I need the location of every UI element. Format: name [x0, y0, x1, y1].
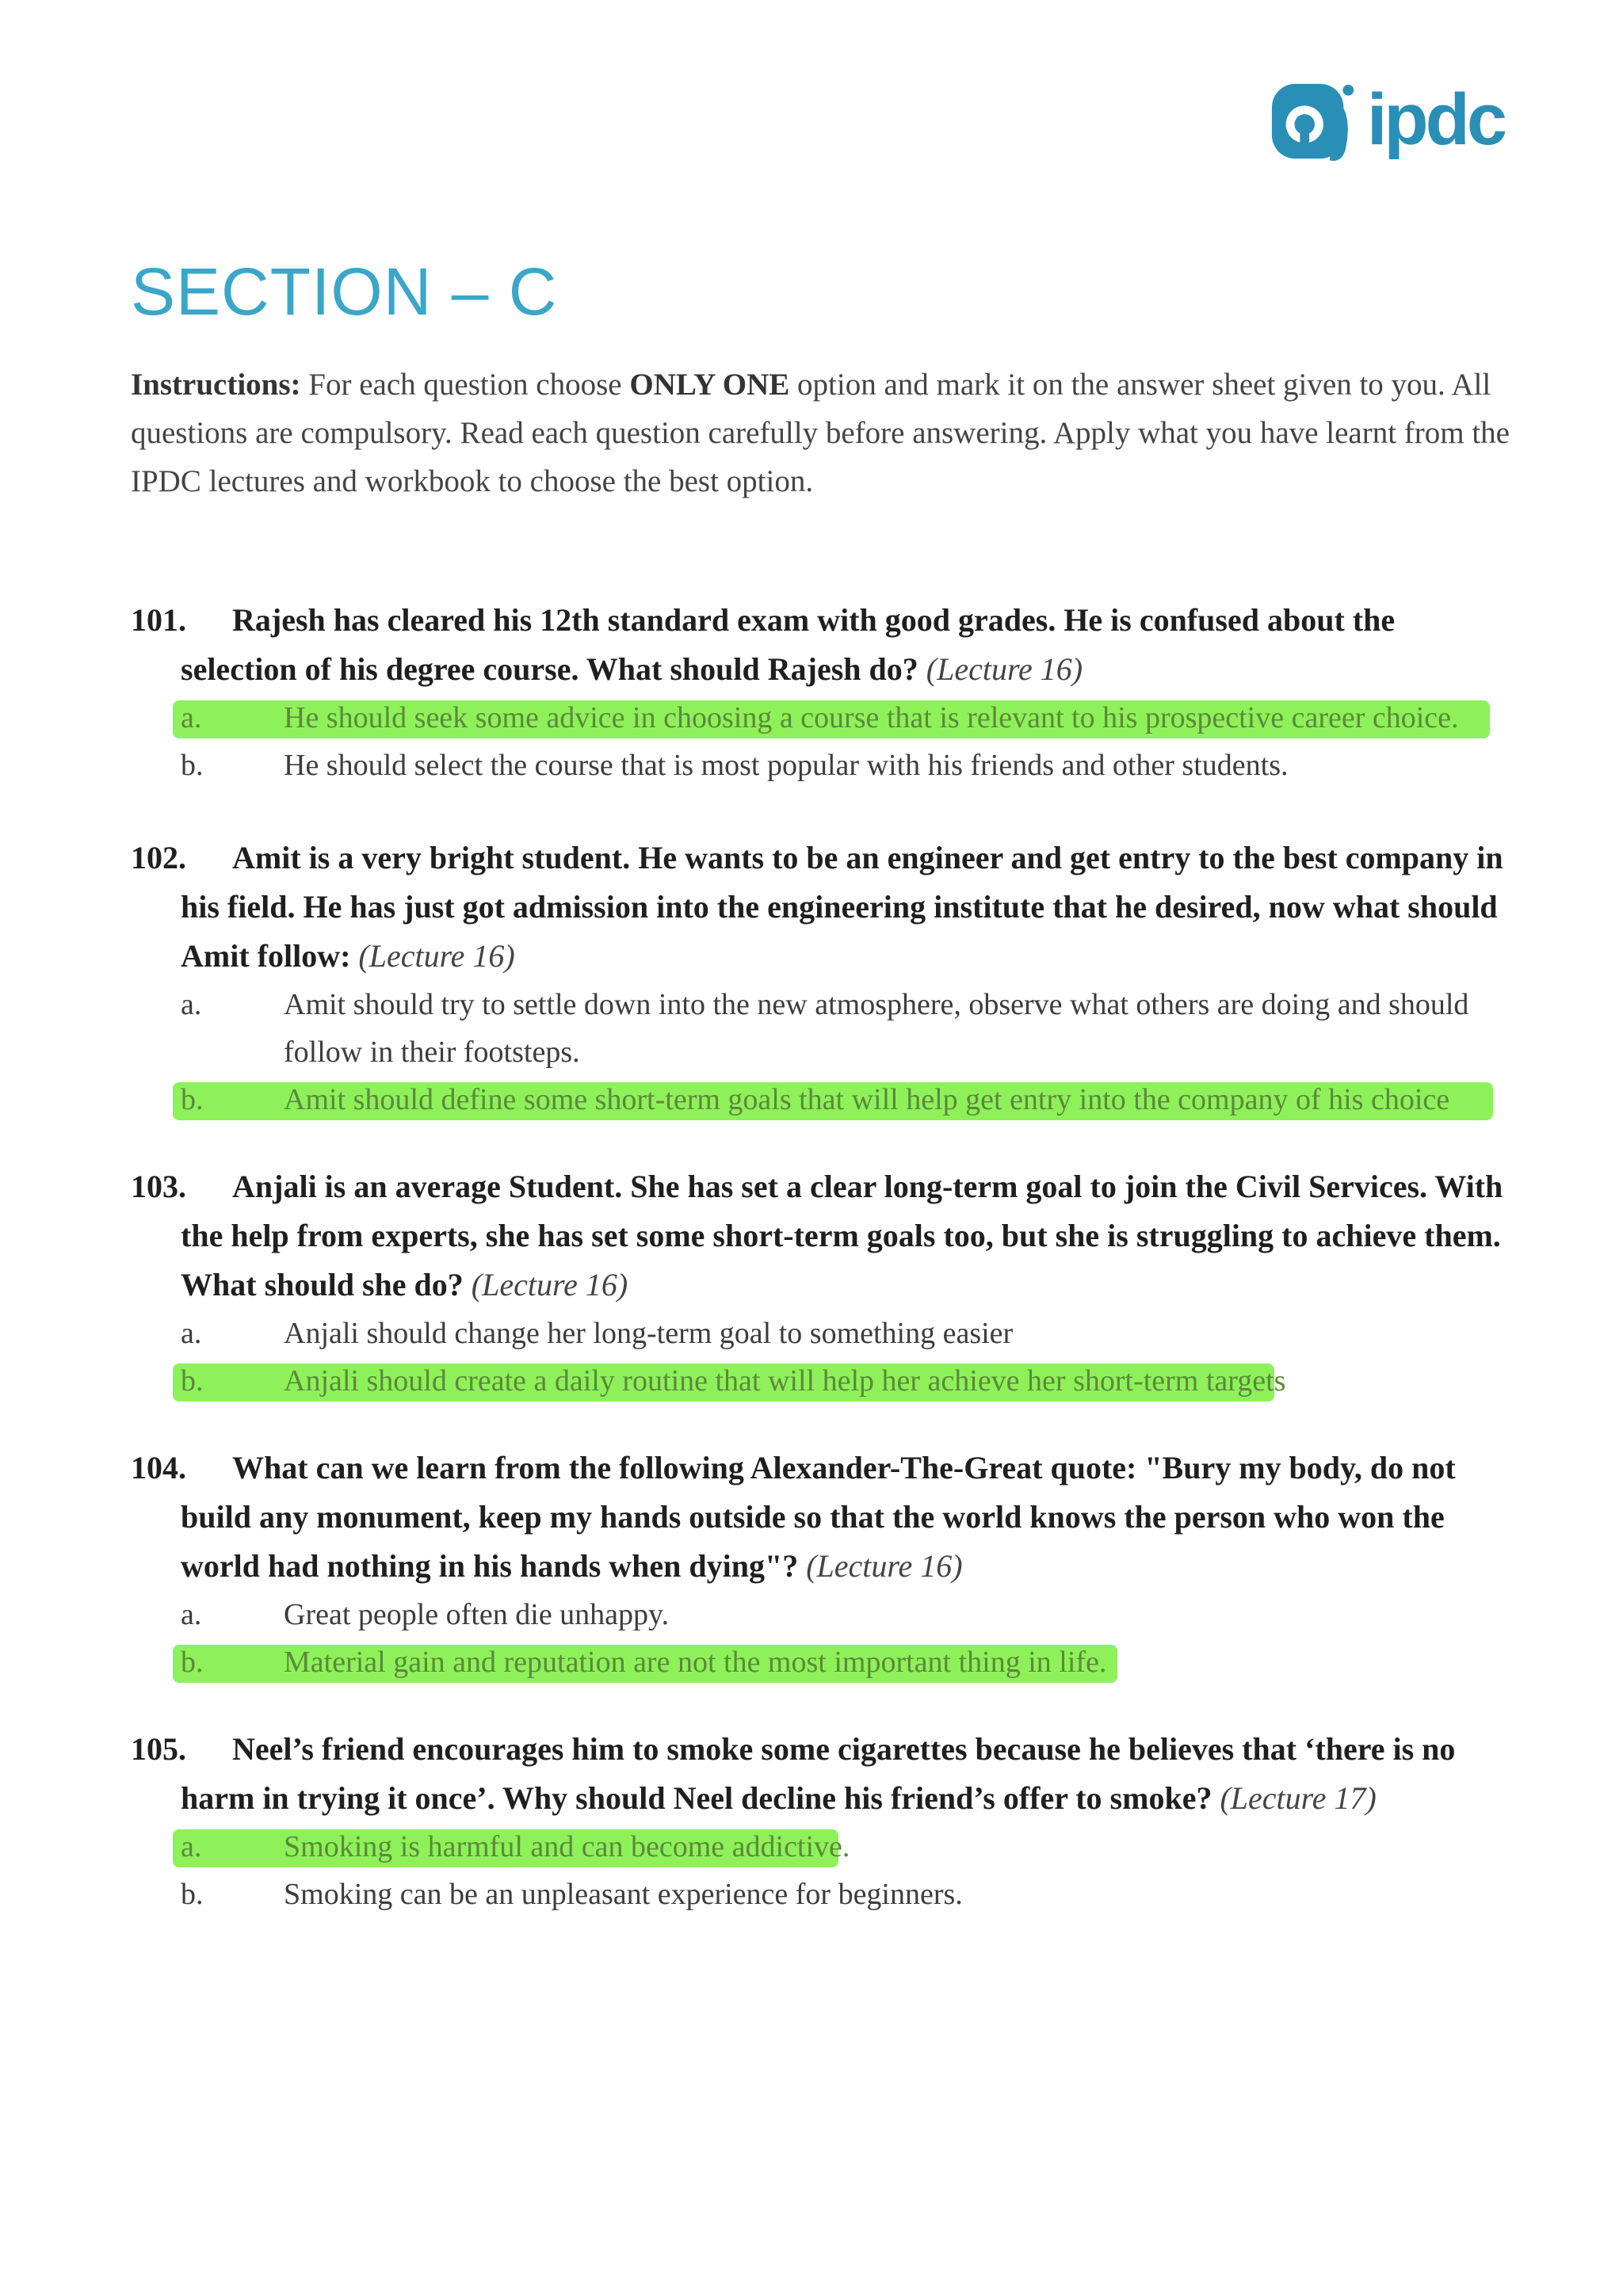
- option-letter: a.: [181, 701, 202, 734]
- question-stem: [131, 1725, 1510, 1823]
- question-102: [131, 833, 1510, 1123]
- option-a[interactable]: [181, 1591, 1510, 1638]
- question-101: [131, 596, 1510, 789]
- question-104: [131, 1444, 1510, 1686]
- option-a[interactable]: [181, 694, 1510, 742]
- lecture-reference: (Lecture 16): [471, 1267, 628, 1302]
- option-letter: b.: [181, 1878, 204, 1911]
- question-stem: [131, 833, 1510, 981]
- option-b[interactable]: [181, 1357, 1510, 1405]
- question-number: 101.: [131, 602, 186, 638]
- option-letter: b.: [181, 1646, 204, 1679]
- option-b[interactable]: [181, 1871, 1510, 1918]
- option-text: He should seek some advice in choosing a course that is relevant to his prospective career choice.: [284, 701, 1459, 734]
- option-text: Amit should try to settle down into the new atmosphere, observe what others are doing and should follow in their footsteps.: [284, 988, 1469, 1069]
- question-text: What can we learn from the following Alexander-The-Great quote: "Bury my body, do not build any monument, keep my hands outside so that the world knows the person who won the world had nothing in his hands when dying"?: [181, 1450, 1456, 1584]
- option-letter: a.: [181, 988, 202, 1021]
- option-text: Amit should define some short-term goals that will help get entry into the company of his choice: [284, 1083, 1450, 1116]
- question-text: Neel’s friend encourages him to smoke some cigarettes because he believes that ‘there is no harm in trying it once’. Why should Neel decline his friend’s offer to smoke?: [181, 1731, 1456, 1816]
- option-text: Anjali should change her long-term goal to something easier: [284, 1317, 1014, 1350]
- options-list: [131, 694, 1510, 789]
- option-a[interactable]: [181, 1310, 1510, 1357]
- option-letter: a.: [181, 1317, 202, 1350]
- lecture-reference: (Lecture 16): [806, 1548, 963, 1584]
- option-text: Great people often die unhappy.: [284, 1598, 670, 1631]
- lecture-reference: (Lecture 16): [358, 938, 515, 974]
- question-stem: [131, 596, 1510, 694]
- options-list: [131, 1591, 1510, 1686]
- lecture-reference: (Lecture 17): [1220, 1780, 1377, 1816]
- section-title: SECTION – C: [131, 254, 558, 329]
- question-stem: [131, 1444, 1510, 1591]
- instructions-text-after: option and mark it on the answer sheet given to you. All questions are compulsory. Read each question carefully before answering. Apply what you have learnt from the IPDC lectures and workbook to choose the best option.: [131, 368, 1510, 498]
- logo-text: ipdc: [1366, 79, 1504, 160]
- instructions-emphasis: ONLY ONE: [629, 368, 790, 402]
- option-letter: b.: [181, 1364, 204, 1398]
- question-105: [131, 1725, 1510, 1918]
- option-b[interactable]: [181, 1076, 1510, 1123]
- option-letter: a.: [181, 1598, 202, 1631]
- option-a[interactable]: [181, 1823, 1510, 1871]
- instructions: [131, 360, 1510, 505]
- option-b[interactable]: [181, 1638, 1510, 1686]
- option-text: Anjali should create a daily routine that will help her achieve her short-term targets: [284, 1364, 1286, 1398]
- option-a[interactable]: [181, 981, 1510, 1076]
- option-letter: b.: [181, 1083, 204, 1116]
- ipdc-logo: [1269, 76, 1504, 170]
- question-number: 105.: [131, 1731, 186, 1767]
- option-text: Smoking is harmful and can become addictive.: [284, 1830, 850, 1863]
- lecture-reference: (Lecture 16): [926, 651, 1083, 687]
- question-number: 103.: [131, 1169, 186, 1204]
- instructions-text-before: For each question choose: [308, 368, 622, 402]
- option-text: Material gain and reputation are not the most important thing in life.: [284, 1646, 1107, 1679]
- option-letter: b.: [181, 749, 204, 782]
- option-text: Smoking can be an unpleasant experience for beginners.: [284, 1878, 963, 1911]
- question-stem: [131, 1162, 1510, 1310]
- question-text: Anjali is an average Student. She has set a clear long-term goal to join the Civil Services. With the help from experts, she has set some short-term goals too, but she is struggling to achieve them. What should she do?: [181, 1169, 1503, 1302]
- options-list: [131, 1310, 1510, 1405]
- options-list: [131, 1823, 1510, 1918]
- options-list: [131, 981, 1510, 1123]
- ipdc-logo-icon: [1269, 76, 1362, 170]
- option-letter: a.: [181, 1830, 202, 1863]
- question-number: 104.: [131, 1450, 186, 1486]
- option-b[interactable]: [181, 742, 1510, 789]
- question-103: [131, 1162, 1510, 1405]
- question-text: Amit is a very bright student. He wants to be an engineer and get entry to the best company in his field. He has just got admission into the engineering institute that he desired, now what should Amit follow:: [181, 840, 1503, 974]
- instructions-label: Instructions:: [131, 368, 301, 402]
- question-number: 102.: [131, 840, 186, 875]
- option-text: He should select the course that is most popular with his friends and other students.: [284, 749, 1289, 782]
- question-text: Rajesh has cleared his 12th standard exam with good grades. He is confused about the selection of his degree course. What should Rajesh do?: [181, 602, 1396, 687]
